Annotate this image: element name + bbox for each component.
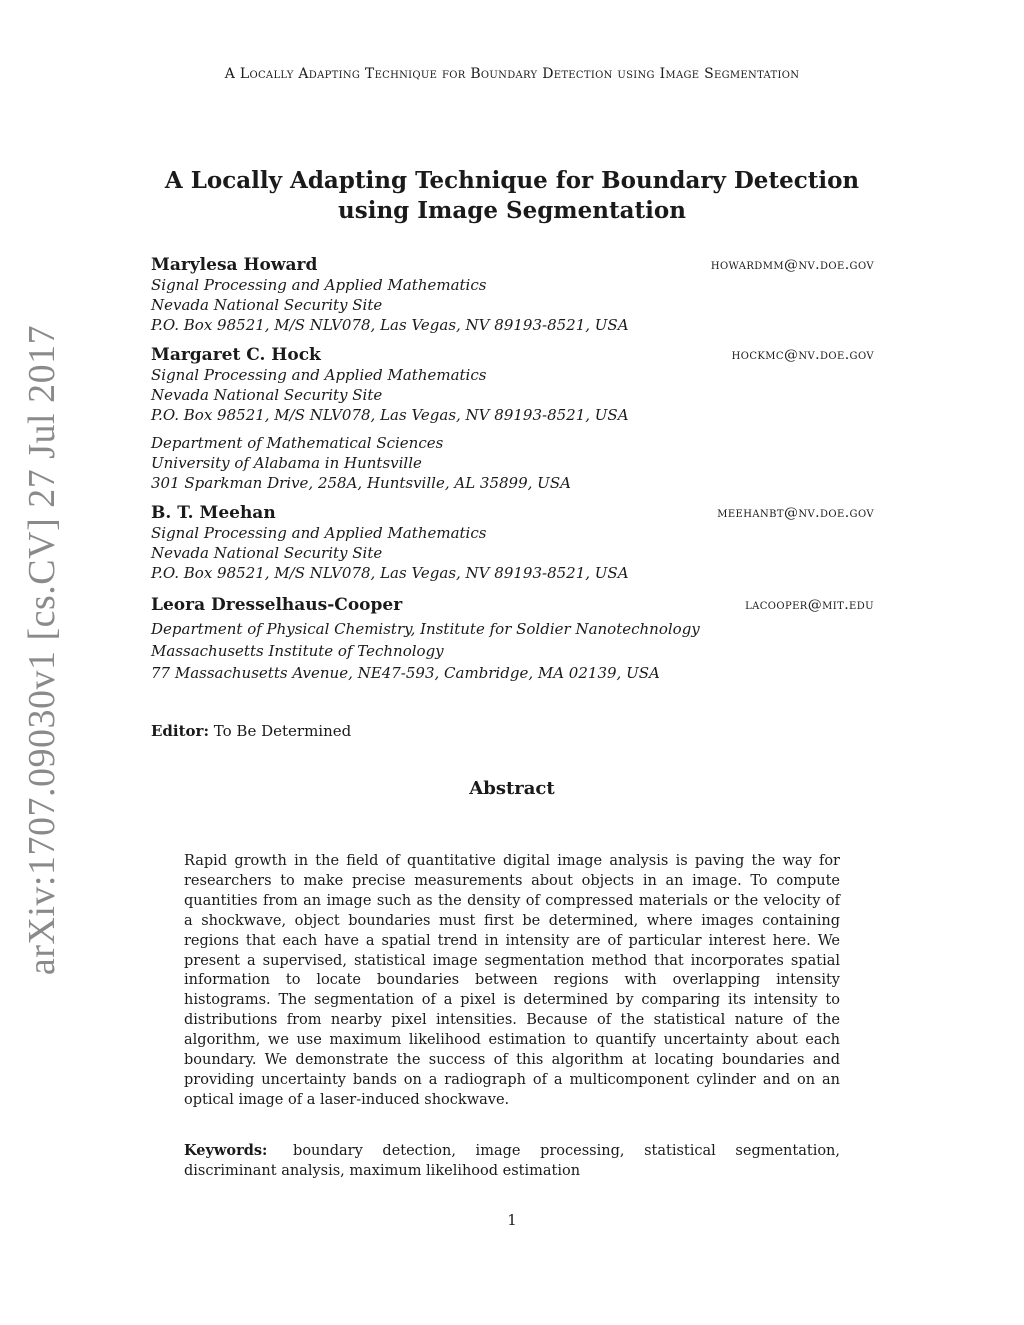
- author-name: B. T. Meehan: [151, 503, 276, 523]
- author-name: Leora Dresselhaus-Cooper: [151, 595, 403, 615]
- author-name: Margaret C. Hock: [151, 345, 321, 365]
- arxiv-stamp: arXiv:1707.09030v1 [cs.CV] 27 Jul 2017: [21, 324, 63, 976]
- editor-label: Editor:: [151, 722, 209, 740]
- author-email[interactable]: meehanbt@nv.doe.gov: [717, 505, 874, 521]
- author-email[interactable]: lacooper@mit.edu: [745, 597, 874, 613]
- editor-line: [151, 722, 351, 740]
- running-head: A Locally Adapting Technique for Boundary Detection using Image Segmentation: [224, 66, 800, 82]
- affiliation-line: 301 Sparkman Drive, 258A, Huntsville, AL 35899, USA: [151, 474, 571, 492]
- keywords-label: Keywords:: [184, 1142, 268, 1159]
- keywords: [184, 1141, 840, 1182]
- affiliation-line: Signal Processing and Applied Mathematics: [151, 276, 487, 294]
- author-email[interactable]: howardmm@nv.doe.gov: [710, 257, 874, 273]
- paper-title: A Locally Adapting Technique for Boundary Detection using Image Segmentation: [164, 167, 860, 224]
- affiliation-line: Signal Processing and Applied Mathematics: [151, 524, 487, 542]
- affiliation-line: P.O. Box 98521, M/S NLV078, Las Vegas, NV 89193-8521, USA: [151, 406, 629, 424]
- affiliation-line: Signal Processing and Applied Mathematics: [151, 366, 487, 384]
- affiliation-line: Department of Mathematical Sciences: [151, 434, 444, 452]
- editor-value: To Be Determined: [213, 722, 352, 740]
- abstract-heading: Abstract: [469, 778, 555, 799]
- affiliation-line: Nevada National Security Site: [151, 544, 383, 562]
- affiliation-line: Massachusetts Institute of Technology: [151, 642, 444, 660]
- affiliation-line: University of Alabama in Huntsville: [151, 454, 422, 472]
- author-block: [151, 255, 874, 335]
- affiliation-line: Nevada National Security Site: [151, 296, 383, 314]
- affiliation-line: P.O. Box 98521, M/S NLV078, Las Vegas, NV 89193-8521, USA: [151, 564, 629, 582]
- affiliation-line: 77 Massachusetts Avenue, NE47-593, Cambridge, MA 02139, USA: [151, 664, 660, 682]
- abstract-body: Rapid growth in the field of quantitative digital image analysis is paving the way for researchers to make precise measurements about objects in an image. To compute quantities from an image such as the density of compressed materials or the velocity of a shockwave, object boundaries must first be determined, where images containing regions that each have a spatial trend in intensity are of particular interest here. We present a supervised, statistical image segmentation method that incorporates spatial information to locate boundaries between regions with overlapping intensity histograms. The segmentation of a pixel is determined by comparing its intensity to distributions from nearby pixel intensities. Because of the statistical nature of the algorithm, we use maximum likelihood estimation to quantify uncertainty about each boundary. We demonstrate the success of this algorithm at locating boundaries and providing uncertainty bands on a radiograph of a multicomponent cylinder and on an optical image of a laser-induced shockwave.: [184, 853, 840, 1108]
- affiliation-line: P.O. Box 98521, M/S NLV078, Las Vegas, NV 89193-8521, USA: [151, 316, 629, 334]
- author-block: [151, 345, 874, 493]
- author-block: [151, 503, 874, 583]
- author-name: Marylesa Howard: [151, 255, 318, 275]
- page-number: 1: [507, 1211, 517, 1229]
- author-email[interactable]: hockmc@nv.doe.gov: [731, 347, 874, 363]
- affiliation-line: Nevada National Security Site: [151, 386, 383, 404]
- affiliation-line: Department of Physical Chemistry, Institute for Soldier Nanotechnology: [151, 620, 700, 638]
- keywords-text: boundary detection, image processing, statistical segmentation, discriminant analysis, maximum likelihood estimation: [184, 1143, 841, 1179]
- author-block: [151, 595, 874, 683]
